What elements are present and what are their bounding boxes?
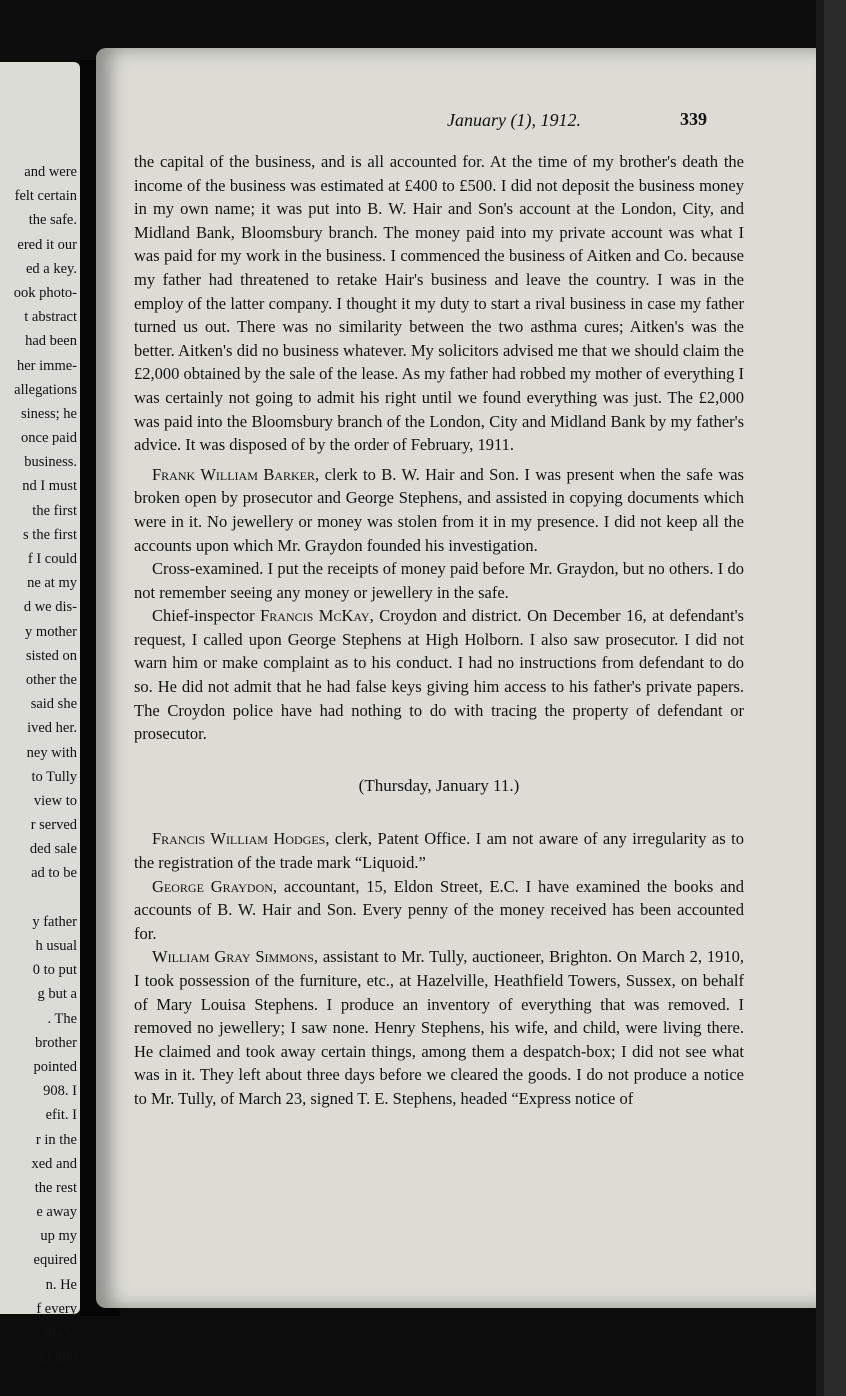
facing-page-line: her imme- (17, 357, 77, 374)
facing-page-line: said she (30, 696, 77, 713)
facing-page-line: ney with (26, 744, 77, 761)
testimony-paragraph-simmons (134, 945, 744, 1110)
testimony-paragraph-continuation: the capital of the business, and is all accounted for. At the time of my brother's death the income of the business was estimated at £400 to £500. I did not deposit the business money in my own name; it was put into B. W. Hair and Son's account at the London, City, and Midland Bank, Bloomsbury branch. The money paid into my private account was what I was paid for my work in the business. I commenced the business of Aitken and Co. because my father had threatened to retake Hair's business and leave the country. I was in the employ of the latter company. I thought it my duty to start a rival business in case my father turned us out. There was no similarity between the two asthma cures; Aitken's was the better. Aitken's did no business whatever. My solicitors advised me that we should claim the £2,000 obtained by the sale of the lease. As my father had robbed my mother of everything I was certainly not going to admit his right until we found everything was just. The £2,000 was paid into the Bloomsbury branch of the London, City and Midland Bank by my father's advice. It was disposed of by the order of February, 1911. (134, 152, 744, 455)
page-number: 339 (680, 109, 707, 129)
facing-page-line (0, 886, 77, 910)
testimony-text: , clerk to B. W. Hair and Son. I was present when the safe was broken open by prosecutor and George Stephens, and assisted in copying documents which were in it. No jewellery or money was stolen from it in my presence. I did not keep all the accounts upon which Mr. Graydon founded his investigation. (134, 464, 744, 555)
facing-page-line: ered it our (17, 236, 77, 253)
facing-page-line: ed a key. (26, 260, 77, 277)
facing-page-line: equired (33, 1252, 77, 1269)
facing-page-line: r in the (35, 1131, 77, 1148)
facing-page-line: to Tully (31, 768, 77, 785)
facing-page-line: t abstract (24, 309, 77, 326)
facing-page-line: brother (35, 1034, 77, 1051)
running-head-date: January (1), 1912. (447, 110, 581, 130)
facing-page-line: f every (36, 1300, 77, 1317)
facing-page-line: up my (40, 1228, 77, 1245)
page-body (134, 150, 744, 1111)
witness-name: Francis William Hodges (152, 829, 326, 849)
facing-page-line: and were (24, 164, 77, 180)
witness-name: William Gray Simmons (152, 947, 314, 967)
facing-page-line: the first (32, 502, 77, 519)
facing-page-line: r served (30, 817, 77, 834)
facing-page-line: allegations (14, 381, 77, 398)
session-date-heading: (Thursday, January 11.) (358, 775, 520, 795)
facing-page-line: g but a (37, 986, 77, 1003)
facing-page-line: siness; he (21, 405, 77, 422)
witness-title: Chief-inspector (152, 606, 261, 626)
facing-page-line: sisted on (25, 647, 77, 664)
facing-page-line: the rest (34, 1179, 77, 1196)
facing-page-line: nd I must (22, 478, 77, 495)
facing-page-line: . The (47, 1010, 77, 1027)
facing-page-line: h usual (35, 938, 77, 954)
facing-page-line: s the first (23, 526, 77, 543)
facing-page-line: ded sale (29, 841, 77, 858)
facing-page-text-column (0, 160, 77, 1369)
facing-page-line: e away (36, 1204, 77, 1221)
facing-page-line: felt certain (14, 188, 77, 205)
cross-examination-paragraph: Cross-examined. I put the receipts of money paid before Mr. Graydon, but no others. I do not remember seeing any money or jewellery in the safe. (134, 559, 744, 602)
facing-page-line: id into (39, 1349, 77, 1366)
facing-page-line: stock, (42, 1325, 77, 1341)
facing-page-line: pointed (33, 1058, 77, 1075)
testimony-paragraph-graydon (134, 875, 744, 946)
testimony-text: , Croydon and district. On December 16, at defendant's request, I called upon George Stephens at High Holborn. I also saw prosecutor. I did not warn him or make complaint as to his conduct. I had no instructions from defendant to do so. He did not admit that he had false keys giving him access to his father's private papers. The Croydon police have had nothing to do with tracing the property of defendant or prosecutor. (134, 606, 744, 744)
facing-page-line: ad to be (31, 865, 77, 882)
facing-page-line: business. (24, 454, 77, 471)
running-head (344, 110, 684, 131)
page-339 (96, 48, 816, 1308)
facing-page-line: efit. I (45, 1107, 77, 1124)
facing-page-line: xed and (31, 1155, 77, 1172)
witness-name: Francis McKay (260, 606, 370, 626)
scan-border-strip (824, 0, 846, 1396)
witness-name: George Graydon (152, 876, 273, 896)
testimony-paragraph-barker (134, 463, 744, 557)
facing-page-line: d we dis- (23, 599, 77, 616)
facing-page-line: ne at my (27, 575, 77, 592)
testimony-text: , clerk, Patent Office. I am not aware of any irregularity as to the registration of the trade mark “Liquoid.” (134, 829, 744, 873)
facing-page-line: the safe. (28, 212, 77, 229)
witness-name: Frank William Barker (152, 464, 315, 484)
facing-page-line: f I could (27, 551, 77, 567)
facing-page-line: 0 to put (32, 962, 77, 979)
facing-page-line: view to (33, 792, 77, 809)
facing-page-line: had been (25, 333, 77, 350)
facing-page-line: once paid (21, 430, 77, 447)
testimony-paragraph-mckay (134, 604, 744, 746)
testimony-text: , accountant, 15, Eldon Street, E.C. I have examined the books and accounts of B. W. Hair and Son. Every penny of the money received has been accounted for. (134, 876, 744, 943)
facing-page-line: ived her. (27, 720, 77, 737)
facing-page-line: ook photo- (13, 284, 77, 301)
facing-page-fragment (0, 62, 80, 1366)
facing-page-line: 908. I (43, 1083, 77, 1100)
facing-page-line: other the (25, 671, 77, 688)
facing-page-line: y mother (25, 623, 77, 640)
testimony-text: , assistant to Mr. Tully, auctioneer, Brighton. On March 2, 1910, I took possession of the furniture, etc., at Hazelville, Heathfield Towers, Sussex, on behalf of Mary Louisa Stephens. I produce an inventory of everything that was removed. I removed no jewellery; I saw none. Henry Stephens, his wife, and child, were living there. He claimed and took away certain things, among them a despatch-box; I did not see what was in it. They left about three days before we cleared the goods. I do not produce a notice to Mr. Tully, of March 23, signed T. E. Stephens, headed “Express notice of (134, 947, 745, 1108)
testimony-paragraph-hodges (134, 827, 744, 874)
facing-page-line: n. He (45, 1276, 77, 1293)
facing-page-line: y father (32, 913, 77, 930)
